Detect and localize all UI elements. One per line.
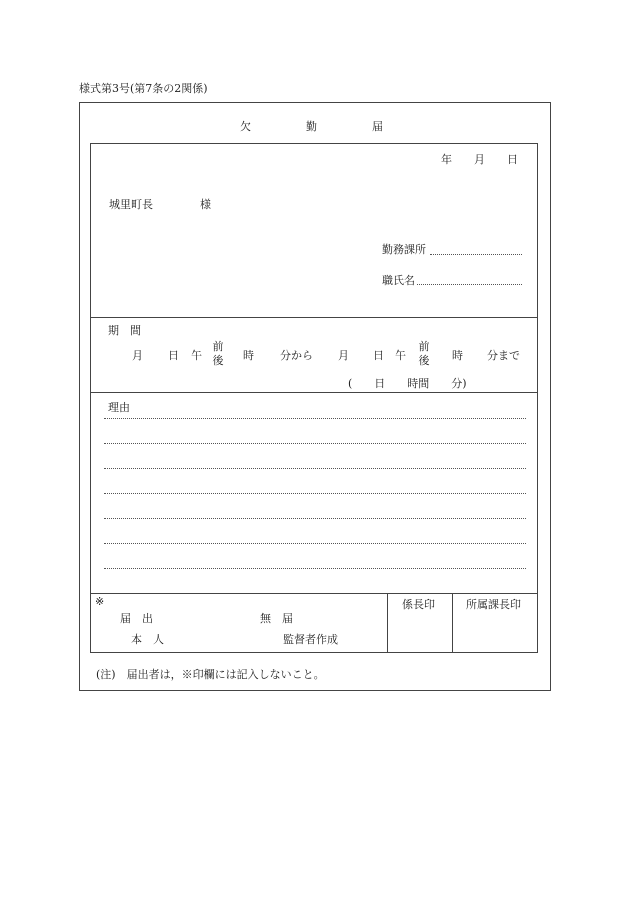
from-am-text: 前: [212, 340, 224, 353]
section-divider-reason: [90, 392, 538, 393]
office-use-mark: ※: [95, 595, 105, 608]
from-minute: 分から: [280, 349, 313, 362]
chief-seal-label: 係長印: [402, 598, 435, 611]
section-divider-period: [90, 317, 538, 318]
from-month: 月: [132, 349, 143, 362]
seal-divider-1: [387, 593, 388, 653]
to-ampm: [417, 340, 431, 368]
to-am-text: 前: [418, 340, 430, 353]
self-option: 本 人: [131, 633, 164, 646]
reason-line-6[interactable]: [104, 543, 526, 544]
section-chief-seal-label: 所属課長印: [466, 598, 521, 611]
from-ampm: [211, 340, 225, 368]
department-input-line[interactable]: [430, 254, 522, 255]
to-minute: 分まで: [487, 349, 520, 362]
reason-line-2[interactable]: [104, 443, 526, 444]
name-input-line[interactable]: [417, 284, 522, 285]
period-label: 期 間: [108, 324, 141, 337]
reason-line-5[interactable]: [104, 518, 526, 519]
notified-option: 届 出: [120, 612, 153, 625]
to-noon: 午: [395, 349, 406, 362]
form-number: 様式第3号(第7条の2関係): [79, 82, 208, 95]
reason-line-4[interactable]: [104, 493, 526, 494]
recipient-honorific: 様: [200, 198, 211, 211]
form-title: 欠 勤 届: [240, 120, 383, 133]
department-label: 勤務課所: [382, 243, 426, 256]
from-pm-text: 後: [212, 354, 224, 367]
name-label: 職氏名: [382, 274, 415, 287]
to-month: 月: [338, 349, 349, 362]
section-divider-bottom: [90, 593, 538, 594]
from-hour: 時: [243, 349, 254, 362]
to-hour: 時: [452, 349, 463, 362]
supervisor-option: 監督者作成: [283, 633, 338, 646]
recipient-name: 城里町長: [109, 198, 153, 211]
reason-label: 理由: [108, 401, 130, 414]
from-day: 日: [168, 349, 179, 362]
from-noon: 午: [191, 349, 202, 362]
to-pm-text: 後: [418, 354, 430, 367]
reason-line-1[interactable]: [104, 418, 526, 419]
unnotified-option: 無 届: [260, 612, 293, 625]
period-total: ( 日 時間 分): [348, 377, 467, 390]
to-day: 日: [373, 349, 384, 362]
seal-divider-2: [452, 593, 453, 653]
reason-line-3[interactable]: [104, 468, 526, 469]
date-field: 年 月 日: [441, 153, 518, 166]
form-note: (注) 届出者は，※印欄には記入しないこと。: [96, 668, 325, 681]
reason-line-7[interactable]: [104, 568, 526, 569]
form-inner-frame: [90, 143, 538, 653]
